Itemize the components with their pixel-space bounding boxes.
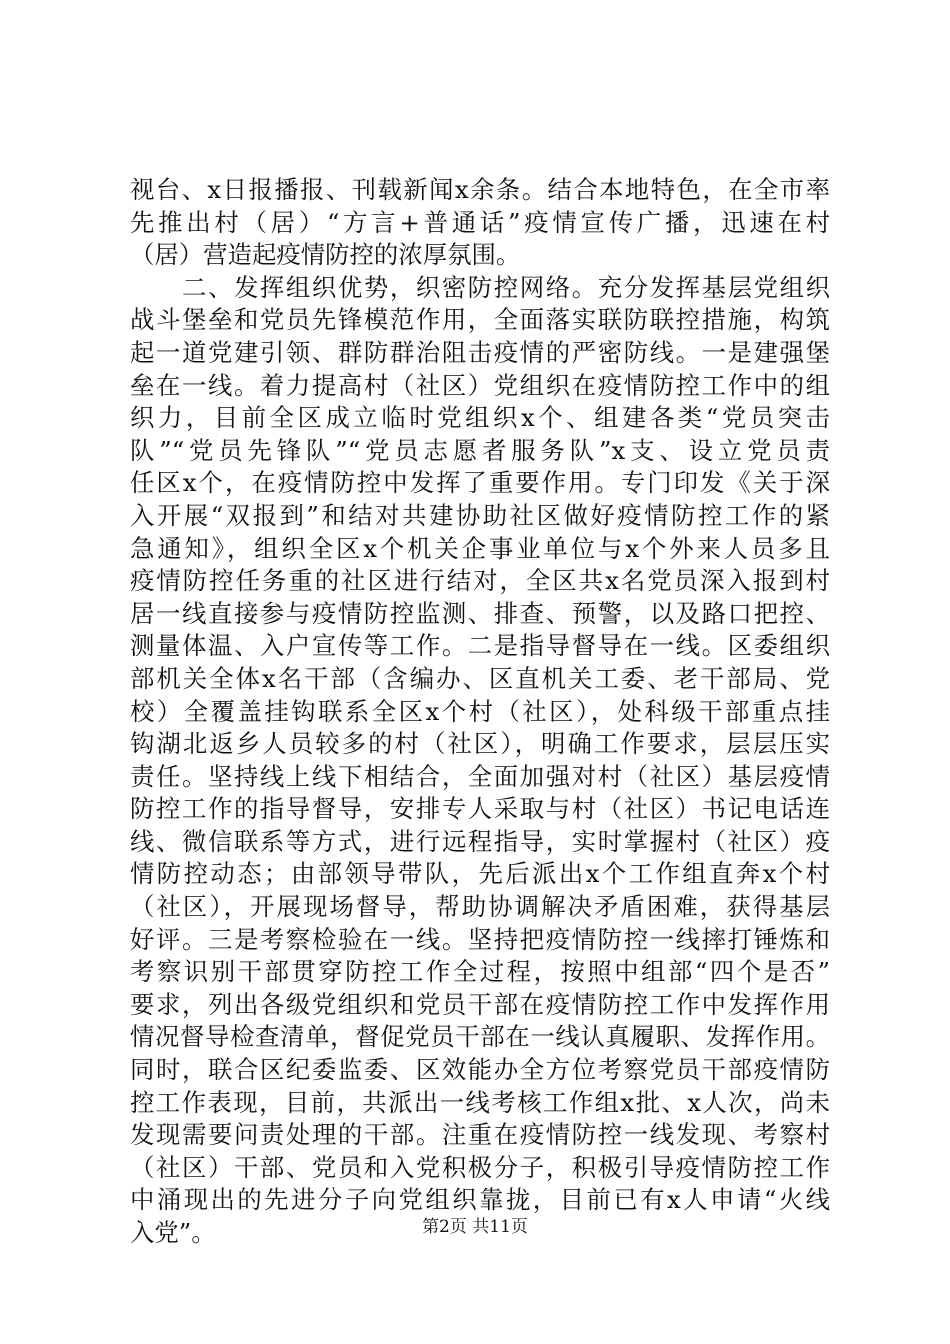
- body-line: 中涌现出的先进分子向党组织靠拢，目前已有x人申请“火线: [130, 1185, 830, 1215]
- body-line: 责任。坚持线上线下相结合，全面加强对村（社区）基层疫情: [130, 761, 830, 791]
- body-line: （社区）干部、党员和入党积极分子，积极引导疫情防控工作: [130, 1152, 830, 1182]
- body-line: 同时，联合区纪委监委、区效能办全方位考察党员干部疫情防: [130, 1055, 830, 1085]
- body-line: 钩湖北返乡人员较多的村（社区），明确工作要求，层层压实: [130, 729, 830, 759]
- body-line: 校）全覆盖挂钩联系全区x个村（社区），处科级干部重点挂: [130, 696, 830, 726]
- body-line: 考察识别干部贯穿防控工作全过程，按照中组部“四个是否”: [130, 957, 830, 987]
- body-line: 起一道党建引领、群防群治阻击疫情的严密防线。一是建强堡: [130, 337, 830, 367]
- body-line: 二、发挥组织优势，织密防控网络。充分发挥基层党组织: [130, 272, 830, 302]
- body-line: 疫情防控任务重的社区进行结对，全区共x名党员深入报到村: [130, 566, 830, 596]
- body-line: 防控工作的指导督导，安排专人采取与村（社区）书记电话连: [130, 794, 830, 824]
- body-line: 控工作表现，目前，共派出一线考核工作组x批、x人次，尚未: [130, 1087, 830, 1117]
- body-line: 垒在一线。着力提高村（社区）党组织在疫情防控工作中的组: [130, 370, 830, 400]
- body-line: 队”“党员先锋队”“党员志愿者服务队”x支、设立党员责: [130, 435, 830, 465]
- body-line: 发现需要问责处理的干部。注重在疫情防控一线发现、考察村: [130, 1120, 830, 1150]
- page-footer: 第2页 共11页: [422, 1217, 528, 1237]
- body-line: 部机关全体x名干部（含编办、区直机关工委、老干部局、党: [130, 663, 830, 693]
- body-line: 好评。三是考察检验在一线。坚持把疫情防控一线摔打锤炼和: [130, 924, 830, 954]
- body-line: 战斗堡垒和党员先锋模范作用，全面落实联防联控措施，构筑: [130, 305, 830, 335]
- body-line: （社区），开展现场督导，帮助协调解决矛盾困难，获得基层: [130, 892, 830, 922]
- body-line: 情防控动态；由部领导带队，先后派出x个工作组直奔x个村: [130, 859, 830, 889]
- body-line: 织力，目前全区成立临时党组织x个、组建各类“党员突击: [130, 403, 830, 433]
- body-line: 线、微信联系等方式，进行远程指导，实时掌握村（社区）疫: [130, 826, 830, 856]
- document-body: [130, 174, 830, 1250]
- body-line: 急通知》，组织全区x个机关企事业单位与x个外来人员多且: [130, 533, 830, 563]
- body-line: 要求，列出各级党组织和党员干部在疫情防控工作中发挥作用: [130, 989, 830, 1019]
- body-line: 视台、x日报播报、刊载新闻x余条。结合本地特色，在全市率: [130, 175, 830, 204]
- body-line: 居一线直接参与疫情防控监测、排查、预警，以及路口把控、: [130, 598, 830, 628]
- body-line: 入党”。: [130, 1218, 216, 1247]
- body-line: 测量体温、入户宣传等工作。二是指导督导在一线。区委组织: [130, 631, 830, 661]
- body-line: （居）营造起疫情防控的浓厚氛围。: [130, 240, 521, 270]
- body-line: 先推出村（居）“方言+普通话”疫情宣传广播，迅速在村: [130, 207, 830, 237]
- body-line: 任区x个，在疫情防控中发挥了重要作用。专门印发《关于深: [130, 468, 830, 498]
- body-line: 入开展“双报到”和结对共建协助社区做好疫情防控工作的紧: [130, 500, 830, 530]
- body-line: 情况督导检查清单，督促党员干部在一线认真履职、发挥作用。: [130, 1022, 830, 1052]
